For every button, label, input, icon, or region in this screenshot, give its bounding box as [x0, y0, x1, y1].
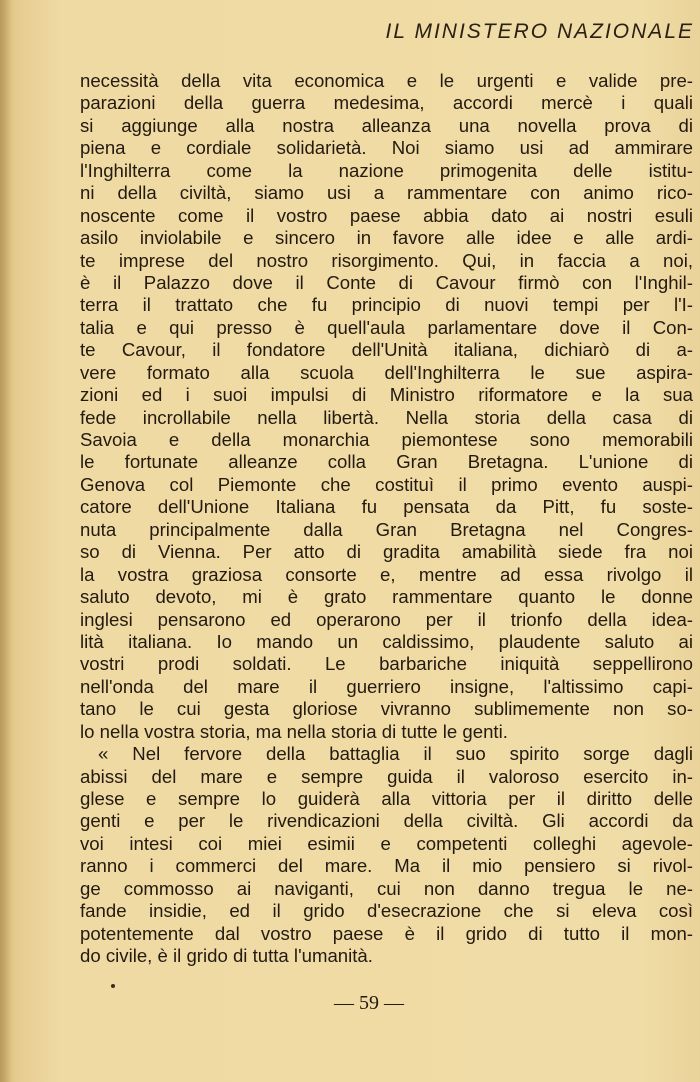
- text-line: te Cavour, il fondatore dell'Unità italiana, dichiarò di a-: [80, 339, 693, 361]
- text-line: te imprese del nostro risorgimento. Qui, in faccia a noi,: [80, 249, 693, 271]
- text-line: inglesi pensarono ed operarono per il trionfo della idea-: [80, 608, 693, 630]
- text-line: le fortunate alleanze colla Gran Bretagna. L'unione di: [80, 451, 693, 473]
- text-line: ranno i commerci del mare. Ma il mio pensiero si rivol-: [80, 855, 693, 877]
- text-line: fede incrollabile nella libertà. Nella storia della casa di: [80, 406, 693, 428]
- text-line: talia e qui presso è quell'aula parlamentare dove il Con-: [80, 316, 693, 338]
- text-line: ni della civiltà, siamo usi a rammentare con animo rico-: [80, 182, 693, 204]
- text-line: terra il trattato che fu principio di nuovi tempi per l'I-: [80, 294, 693, 316]
- text-line: si aggiunge alla nostra alleanza una novella prova di: [80, 114, 693, 136]
- body-text: [80, 70, 693, 968]
- text-line: è il Palazzo dove il Conte di Cavour firmò con l'Inghil-: [80, 271, 693, 293]
- text-line: zioni ed i suoi impulsi di Ministro riformatore e la sua: [80, 384, 693, 406]
- text-line: nell'onda del mare il guerriero insigne, l'altissimo capi-: [80, 675, 693, 697]
- text-line: necessità della vita economica e le urgenti e valide pre-: [80, 70, 693, 91]
- text-line: lità italiana. Io mando un caldissimo, plaudente saluto ai: [80, 630, 693, 652]
- text-line: vere formato alla scuola dell'Inghilterra le sue aspira-: [80, 361, 693, 383]
- text-line: so di Vienna. Per atto di gradita amabilità siede fra noi: [80, 541, 693, 563]
- text-line: abissi del mare e sempre guida il valoroso esercito in-: [80, 765, 693, 787]
- text-line: piena e cordiale solidarietà. Noi siamo usi ad ammirare: [80, 137, 693, 159]
- text-line: asilo inviolabile e sincero in favore alle idee e alle ardi-: [80, 227, 693, 249]
- text-line: potentemente dal vostro paese è il grido di tutto il mon-: [80, 922, 693, 944]
- text-line: l'Inghilterra come la nazione primogenita delle istitu-: [80, 159, 693, 181]
- page-gutter-shadow: [0, 0, 12, 1082]
- text-line: fande insidie, ed il grido d'esecrazione che si eleva così: [80, 900, 693, 922]
- page-number: — 59 —: [334, 992, 404, 1014]
- text-line: nuta principalmente dalla Gran Bretagna nel Congres-: [80, 518, 693, 540]
- text-line-paragraph-start: « Nel fervore della battaglia il suo spirito sorge dagli: [98, 743, 693, 765]
- text-line: noscente come il vostro paese abbia dato ai nostri esuli: [80, 204, 693, 226]
- text-line: Savoia e della monarchia piemontese sono memorabili: [80, 429, 693, 450]
- running-header-title: IL MINISTERO NAZIONALE: [385, 20, 694, 43]
- ink-speck: [111, 984, 115, 988]
- text-line: genti e per le rivendicazioni della civiltà. Gli accordi da: [80, 810, 693, 832]
- text-line: voi intesi coi miei esimii e competenti colleghi agevole-: [80, 832, 693, 854]
- text-line: lo nella vostra storia, ma nella storia di tutte le genti.: [80, 720, 508, 742]
- text-line: saluto devoto, mi è grato rammentare quanto le donne: [80, 586, 693, 608]
- text-line: glese e sempre lo guiderà alla vittoria per il diritto delle: [80, 788, 693, 809]
- text-line: ge commosso ai naviganti, cui non danno tregua le ne-: [80, 877, 693, 899]
- text-line: tano le cui gesta gloriose vivranno sublimemente non so-: [80, 698, 693, 720]
- text-line: vostri prodi soldati. Le barbariche iniquità seppellirono: [80, 653, 693, 675]
- text-line: la vostra graziosa consorte e, mentre ad essa rivolgo il: [80, 563, 693, 585]
- text-line: parazioni della guerra medesima, accordi mercè i quali: [80, 92, 693, 114]
- text-line: catore dell'Unione Italiana fu pensata da Pitt, fu soste-: [80, 496, 693, 518]
- text-line: Genova col Piemonte che costituì il primo evento auspi-: [80, 473, 693, 495]
- text-line: do civile, è il grido di tutta l'umanità.: [80, 945, 373, 967]
